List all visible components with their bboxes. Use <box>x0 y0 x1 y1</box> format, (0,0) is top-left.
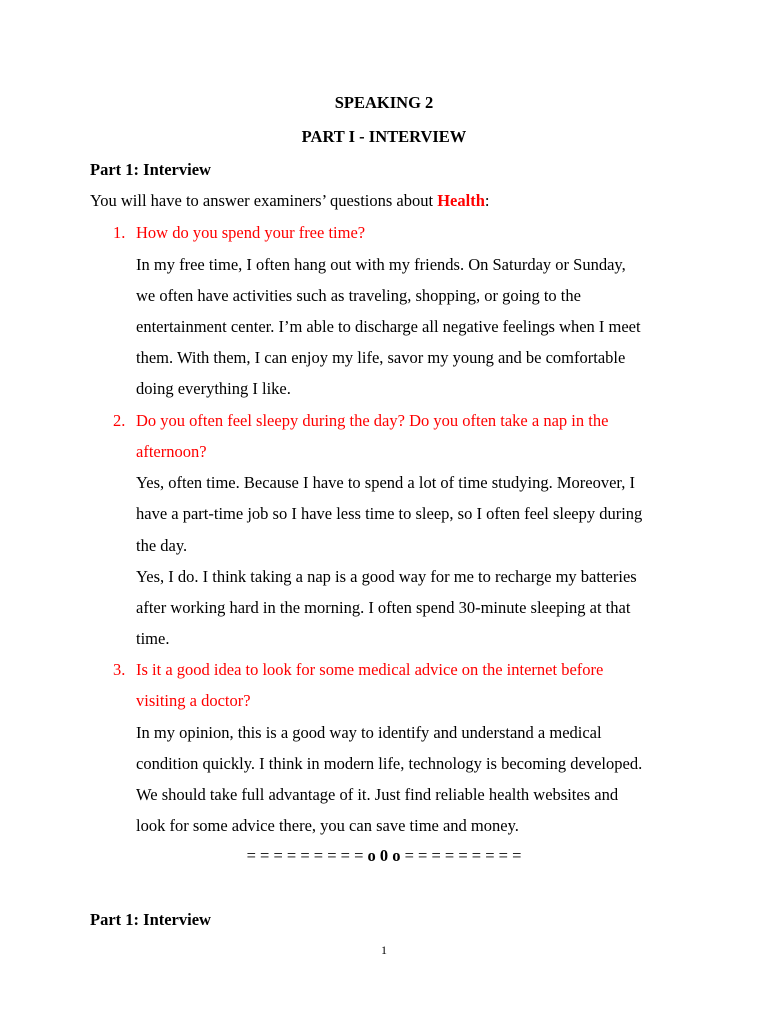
intro-text: You will have to answer examiners’ questions about <box>90 191 438 210</box>
answer-line: time. <box>136 629 170 648</box>
answer-line: look for some advice there, you can save time and money. <box>136 816 519 835</box>
answer-line: the day. <box>136 536 188 555</box>
intro-topic: Health <box>437 191 485 210</box>
answer-line: Yes, often time. Because I have to spend a lot of time studying. Moreover, I <box>136 473 635 492</box>
question-text: How do you spend your free time? <box>136 223 366 242</box>
separator-left: = = = = = = = = = <box>246 846 364 865</box>
question-text: Is it a good idea to look for some medical advice on the internet before <box>136 660 604 679</box>
answer-line: have a part-time job so I have less time to sleep, so I often feel sleepy during <box>136 504 643 523</box>
answer-line: entertainment center. I’m able to discharge all negative feelings when I meet <box>136 317 641 336</box>
next-section-heading: Part 1: Interview <box>90 910 211 929</box>
answer-line: Yes, I do. I think taking a nap is a good way for me to recharge my batteries <box>136 567 637 586</box>
answer-line: In my free time, I often hang out with my friends. On Saturday or Sunday, <box>136 255 626 274</box>
section-separator <box>0 846 768 866</box>
intro-suffix: : <box>484 191 490 210</box>
document-title: SPEAKING 2 <box>334 93 434 112</box>
intro-line <box>90 191 489 211</box>
page-number: 1 <box>381 943 387 957</box>
answer-line: them. With them, I can enjoy my life, savor my young and be comfortable <box>136 348 626 367</box>
question-number: 2. <box>113 411 126 430</box>
answer-line: after working hard in the morning. I often spend 30-minute sleeping at that <box>136 598 631 617</box>
answer-line: In my opinion, this is a good way to identify and understand a medical <box>136 723 602 742</box>
question-text: Do you often feel sleepy during the day? Do you often take a nap in the <box>136 411 609 430</box>
answer-line: condition quickly. I think in modern life, technology is becoming developed. <box>136 754 643 773</box>
question-text: afternoon? <box>136 442 207 461</box>
question-text: visiting a doctor? <box>136 691 251 710</box>
separator-right: = = = = = = = = = <box>404 846 522 865</box>
separator-middle: o 0 o <box>367 846 401 865</box>
section-heading: Part 1: Interview <box>90 160 211 179</box>
answer-line: doing everything I like. <box>136 379 291 398</box>
answer-line: We should take full advantage of it. Just find reliable health websites and <box>136 785 619 804</box>
question-number: 3. <box>113 660 126 679</box>
document-subtitle: PART I - INTERVIEW <box>301 127 467 146</box>
question-number: 1. <box>113 223 126 242</box>
answer-line: we often have activities such as traveling, shopping, or going to the <box>136 286 581 305</box>
